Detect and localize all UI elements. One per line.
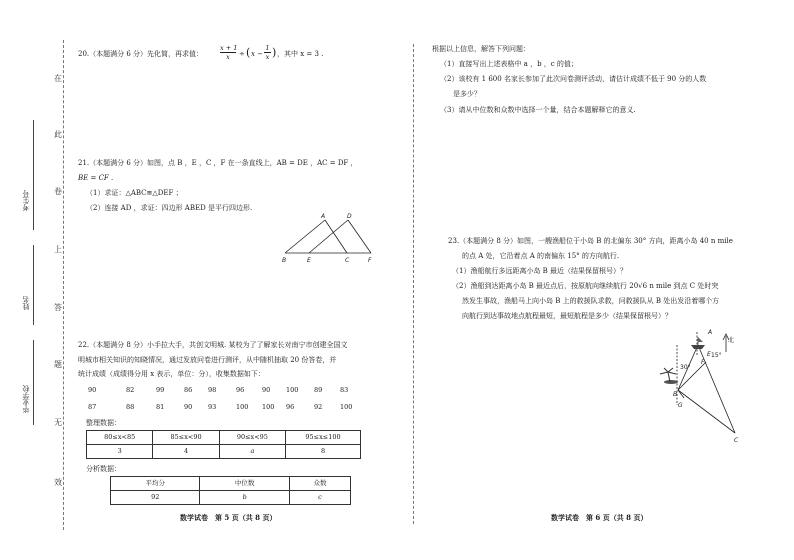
q22-cont-sub2b: 是多少？ [453, 90, 481, 98]
q22-cont-line1: 根据以上信息，解答下列问题： [432, 45, 530, 53]
data-cell: 90 [262, 386, 271, 394]
point-c-label: C [734, 437, 739, 444]
table-header-cell: 众数 [289, 477, 350, 491]
q21-label-f: F [368, 257, 372, 264]
seg-bc [678, 390, 735, 433]
q21-label-e: E [307, 257, 311, 264]
q21-label-b: B [282, 257, 287, 264]
table-cell: 92 [111, 491, 200, 505]
data-cell: 93 [208, 403, 217, 411]
table-cell: 8 [286, 445, 361, 459]
data-cell: 100 [340, 403, 353, 411]
north-label: 北 [728, 337, 735, 344]
q20-frac-num: x + 1 [220, 44, 238, 52]
data-cell: 82 [126, 386, 135, 394]
data-cell: 81 [156, 403, 165, 411]
seal-char: 上 [54, 245, 62, 254]
q23-sub2c: 向航行到达事故地点航程最短，最短航程是多少（结果保留根号）？ [462, 312, 672, 320]
point-a-label: A [708, 329, 713, 336]
q22-line2: 明城市相关知识的知晓情况，通过发放问卷进行测评，从中随机抽取 20 份答卷，并 [78, 356, 337, 364]
q20-paren-open: ( [246, 46, 251, 59]
q23-sub2a: （2）渔船到达距离小岛 B 最近点后，按原航向继续航行 20√6 n mile 到点 C 处时突 [452, 282, 719, 290]
q21-sub2: （2）连接 AD ，求证：四边形 ABED 是平行四边形. [86, 204, 253, 212]
data-cell: 89 [314, 386, 323, 394]
right-page-footer: 数学试卷 第 6 页（共 8 页） [551, 513, 648, 522]
seal-char: 此 [54, 130, 62, 139]
q20-inner-num: 1 [265, 44, 270, 52]
boat-icon [691, 337, 705, 349]
q21-label-d: D [347, 213, 352, 220]
q20-div-sign: ÷ [239, 50, 245, 58]
data-cell: 100 [262, 403, 275, 411]
seal-char: 卷 [54, 187, 62, 196]
student-id-label: 考生号 [22, 190, 30, 211]
seal-char: 题 [54, 360, 62, 369]
q23-sub2b: 然发生事故，渔船马上向小岛 B 上的救援队求救，问救援队从 B 处出发沿着哪个方 [462, 297, 720, 305]
q21-line1: 21.（本题满分 6 分）如图，点 B ，E ，C ，F 在一条直线上，AB = DE ，AC = DF ， [78, 159, 358, 167]
point-g-label: G [678, 402, 683, 409]
q22-cont-sub3: （3）请从中位数和众数中选择一个量，结合本题解释它的意义. [440, 106, 636, 114]
angle-30-label: 30° [680, 364, 691, 371]
q22-analysis-label: 分析数据： [86, 465, 121, 473]
table-header-cell: 95≤x≤100 [286, 431, 361, 445]
point-e-label: E [707, 351, 711, 358]
seal-char: 答 [54, 303, 62, 312]
seal-char: 无 [54, 418, 62, 427]
data-cell: 99 [156, 386, 165, 394]
table-cell: a [219, 445, 285, 459]
q20-inner-den: x [265, 53, 270, 62]
data-cell: 86 [184, 386, 193, 394]
q22-line1: 22.（本题满分 8 分）小手拉大手，共创文明城. 某校为了了解家长对南宁市创建全国文 [78, 341, 348, 349]
q21-label-c: C [345, 257, 350, 264]
q20-paren-close: ) [272, 46, 277, 59]
table-header-cell: 90≤x<95 [219, 431, 285, 445]
table-header-cell: 80≤x<85 [87, 431, 153, 445]
data-cell: 90 [88, 386, 97, 394]
data-cell: 100 [286, 386, 299, 394]
table-cell: b [200, 491, 289, 505]
q22-line3: 统计成绩（成绩得分用 x 表示，单位：分），收集数据如下： [78, 370, 265, 378]
table-cell: c [289, 491, 350, 505]
data-cell: 88 [126, 403, 135, 411]
table-header-cell: 平均分 [111, 477, 200, 491]
data-cell: 100 [236, 403, 249, 411]
q23-line1: 23.（本题满分 8 分）如图，一艘渔船位于小岛 B 的北偏东 30° 方向，距离小岛 40 n mile [448, 237, 733, 245]
q20-tail: ，其中 x = 3 . [277, 50, 324, 58]
q22-cont-sub1: （1）直接写出上述表格中 a ，b ，c 的值； [440, 60, 578, 68]
island-icon [660, 368, 678, 384]
data-cell: 92 [314, 403, 323, 411]
q21-sub1: （1）求证：△ABC≌△DEF ； [86, 189, 183, 197]
q20-paren-a: x − [251, 50, 264, 58]
data-cell: 96 [236, 386, 245, 394]
seal-char: 在 [54, 74, 62, 83]
seal-char: 效 [54, 478, 62, 487]
table-header-cell: 85≤x<90 [153, 431, 219, 445]
point-f-label: F [701, 359, 705, 366]
data-cell: 98 [208, 386, 217, 394]
table-header-cell: 中位数 [200, 477, 289, 491]
q23-sub1: （1）渔船航行多远距离小岛 B 最近（结果保留根号）？ [452, 267, 628, 275]
data-cell: 83 [340, 386, 349, 394]
q20-lead: 20.（本题满分 6 分）先化简，再求值： [78, 50, 204, 58]
data-cell: 96 [286, 403, 295, 411]
data-cell: 90 [184, 403, 193, 411]
q22-sort-label: 整理数据： [86, 419, 121, 427]
table-cell: 4 [153, 445, 219, 459]
angle-15-label: 15° [711, 352, 722, 359]
point-b-label: B [673, 391, 678, 398]
q20-frac-den: x [226, 53, 230, 62]
q23-line2: 的点 A 处，它沿着点 A 的南偏东 15° 的方向航行. [462, 252, 620, 260]
name-label: 姓名 [22, 296, 30, 310]
table-cell: 3 [87, 445, 153, 459]
left-page-footer: 数学试卷 第 5 页（共 8 页） [180, 513, 277, 522]
q21-label-a: A [321, 213, 326, 220]
school-label: 毕业学校 [22, 385, 30, 413]
data-cell: 87 [88, 403, 97, 411]
q22-cont-sub2a: （2）该校有 1 600 名家长参加了此次问卷测评活动，请估计成绩不低于 90 分的人数 [440, 75, 707, 83]
q21-line2: BE = CF . [78, 174, 114, 182]
